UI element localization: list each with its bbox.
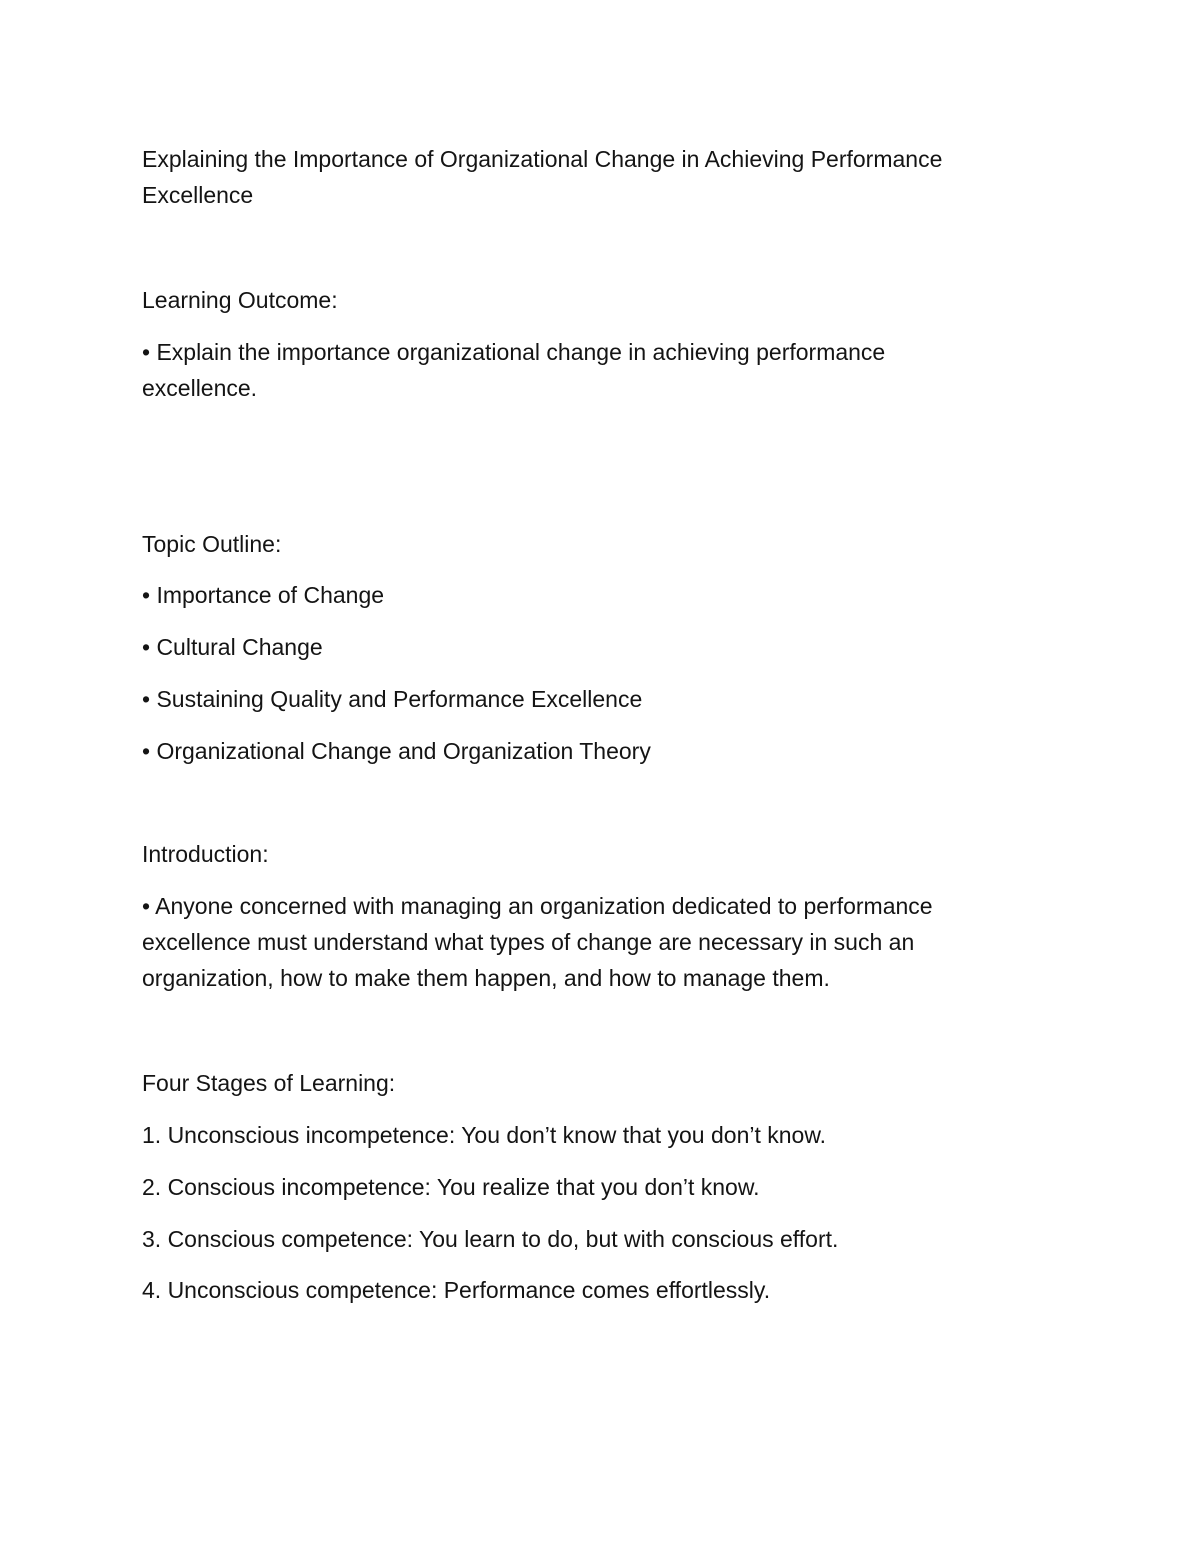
list-item: • Sustaining Quality and Performance Excellence [142,686,643,712]
list-item: 2. Conscious incompetence: You realize that you don’t know. [142,1174,760,1200]
topic-outline-item [142,681,1032,717]
list-item: 1. Unconscious incompetence: You don’t know that you don’t know. [142,1122,827,1148]
learning-outcome-heading [142,282,1032,318]
four-stages-heading [142,1065,1032,1101]
title-line-2: Excellence [142,182,254,208]
section-heading: Introduction: [142,841,269,867]
list-item: • Importance of Change [142,582,385,608]
introduction-heading [142,836,1032,872]
topic-outline-item [142,733,1032,769]
topic-outline-item [142,577,1032,613]
document-title [142,141,1032,213]
section-heading: Topic Outline: [142,531,282,557]
stage-item [142,1221,1032,1257]
bullet-line-3: organization, how to make them happen, and how to manage them. [142,965,830,991]
section-heading: Four Stages of Learning: [142,1070,396,1096]
title-line-1: Explaining the Importance of Organizational Change in Achieving Performance [142,146,943,172]
list-item: • Organizational Change and Organization Theory [142,738,651,764]
list-item: • Cultural Change [142,634,323,660]
stage-item [142,1272,1032,1308]
list-item: 3. Conscious competence: You learn to do, but with conscious effort. [142,1226,839,1252]
stage-item [142,1169,1032,1205]
bullet-line-2: excellence. [142,375,258,401]
list-item: 4. Unconscious competence: Performance comes effortlessly. [142,1277,771,1303]
topic-outline-heading [142,526,1032,562]
bullet-line-1: • Explain the importance organizational change in achieving performance [142,339,886,365]
learning-outcome-bullet [142,334,1032,406]
section-heading: Learning Outcome: [142,287,338,313]
bullet-line-1: • Anyone concerned with managing an organization dedicated to performance [142,893,933,919]
stage-item [142,1117,1032,1153]
introduction-bullet [142,888,1032,996]
topic-outline-item [142,629,1032,665]
bullet-line-2: excellence must understand what types of change are necessary in such an [142,929,915,955]
